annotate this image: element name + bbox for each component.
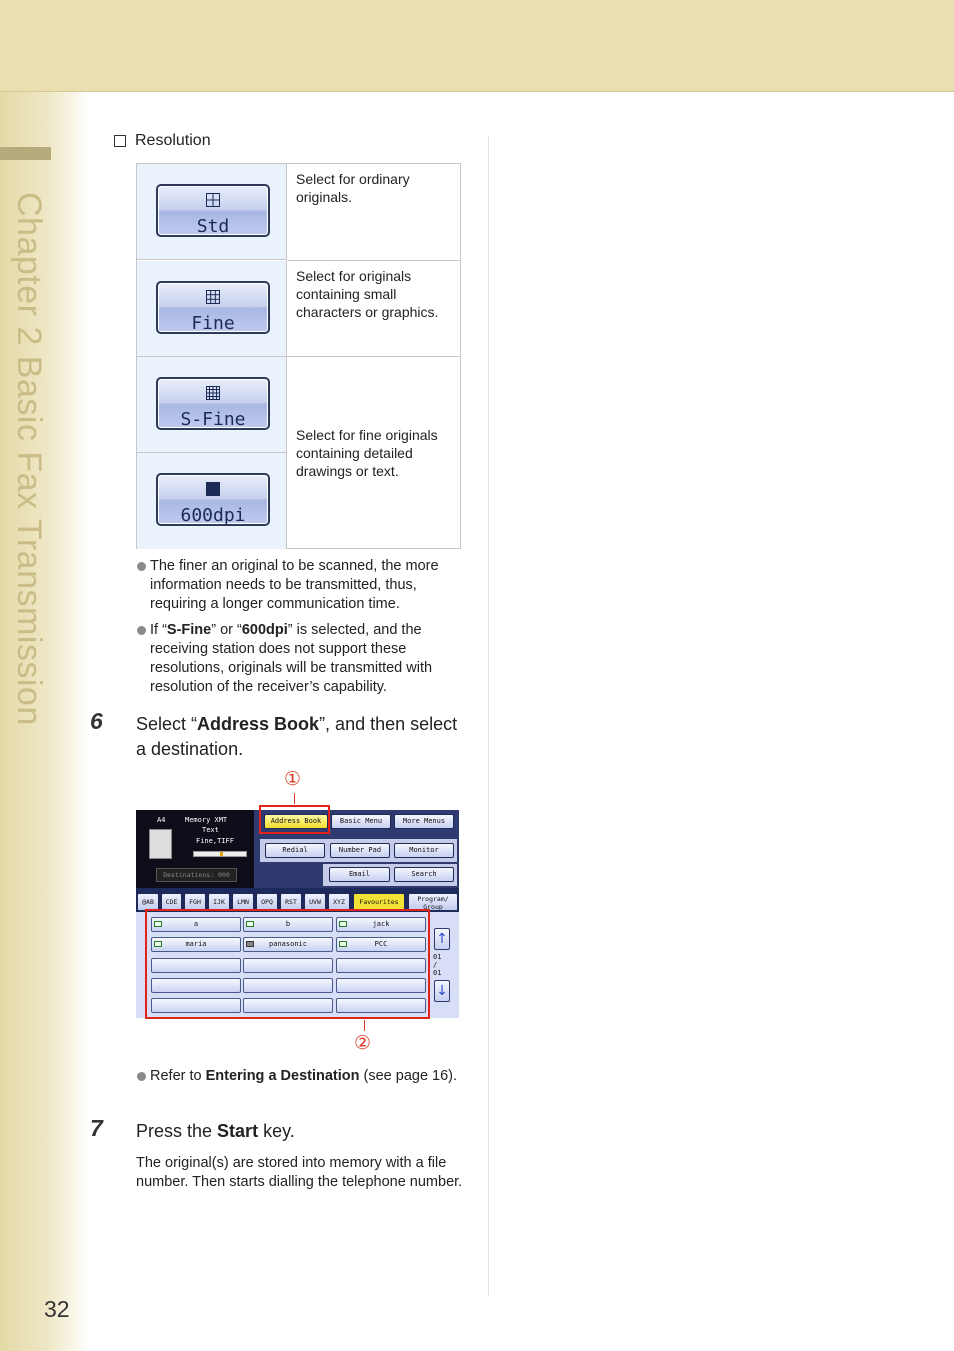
- tab-uvw[interactable]: UVW: [304, 893, 326, 911]
- chapter-tab-marker: [0, 147, 51, 160]
- callout-2-line: [364, 1020, 365, 1031]
- callout-1-line: [294, 793, 295, 804]
- resolution-notes: [136, 557, 466, 704]
- res-cell-sfine: [137, 357, 287, 453]
- std-description: Select for ordinary originals.: [287, 164, 461, 261]
- std-button[interactable]: [156, 184, 270, 237]
- superfine-grid-icon: [206, 386, 220, 400]
- header-band: [0, 0, 954, 92]
- callout-1: ①: [284, 768, 302, 790]
- number-pad-button[interactable]: Number Pad: [330, 843, 390, 858]
- std-label: Std: [196, 216, 230, 237]
- step-7-body: The original(s) are stored into memory with a file number. Then starts dialling the telephone number.: [136, 1155, 463, 1190]
- entry-b[interactable]: b: [243, 917, 333, 932]
- address-book-highlight: [259, 805, 330, 834]
- tab-rst[interactable]: RST: [280, 893, 302, 911]
- entry-maria[interactable]: maria: [151, 937, 241, 952]
- resolution-table: [136, 163, 461, 549]
- grid-icon: [206, 193, 220, 207]
- scroll-down-arrow-icon[interactable]: ↓: [434, 980, 450, 1002]
- tab-lmn[interactable]: LMN: [232, 893, 254, 911]
- tab-program-group[interactable]: Program/ Group: [408, 893, 458, 911]
- res-cell-600dpi: [137, 453, 287, 549]
- entering-destination-ref: Refer to Entering a Destination (see page 16).: [136, 1067, 466, 1086]
- destination-list-highlight: [145, 909, 430, 1019]
- address-book-button[interactable]: Address Book: [264, 814, 328, 829]
- res-cell-std: [137, 164, 287, 260]
- column-divider: [488, 136, 489, 1296]
- tab-opq[interactable]: OPQ: [256, 893, 278, 911]
- entry-jack[interactable]: jack: [336, 917, 426, 932]
- note-receiver-capability: If “S-Fine” or “600dpi” is selected, and the receiving station does not support these resolutions, originals will be transmitted with resolution of the receiver’s capability.: [136, 621, 466, 697]
- s-fine-label: S-Fine: [180, 409, 246, 430]
- tab-ab[interactable]: @AB: [137, 893, 159, 911]
- chapter-title: Chapter 2 Basic Fax Transmission: [10, 192, 48, 726]
- fine-grid-icon: [206, 290, 220, 304]
- 600dpi-button[interactable]: [156, 473, 270, 526]
- email-button[interactable]: Email: [329, 867, 390, 882]
- more-menus-button[interactable]: More Menus: [394, 814, 454, 829]
- section-heading-text: Resolution: [135, 132, 211, 149]
- density-bar: [193, 851, 247, 857]
- scroll-up-arrow-icon[interactable]: ↑: [434, 928, 450, 950]
- tab-cde[interactable]: CDE: [161, 893, 182, 911]
- basic-menu-button[interactable]: Basic Menu: [331, 814, 391, 829]
- step-7-number: 7: [90, 1115, 103, 1141]
- section-heading: [114, 132, 211, 150]
- status-area: A4 Memory XMT Text Fine,TIFF Destinations: 000: [136, 810, 254, 888]
- step-6-text: Select “Address Book”, and then select a destination.: [136, 714, 458, 759]
- step-6-number: 6: [90, 708, 103, 734]
- document-icon: [149, 829, 172, 859]
- 600dpi-label: 600dpi: [180, 505, 246, 526]
- res-cell-fine: [137, 261, 287, 357]
- page-number: 32: [44, 1296, 70, 1322]
- tab-fgh[interactable]: FGH: [184, 893, 206, 911]
- note-scan-time: The finer an original to be scanned, the more information needs to be transmitted, thus, requiring a longer communication time.: [136, 557, 466, 614]
- fine-originals-text: Select for fine originals containing detailed drawings or text.: [296, 427, 438, 479]
- s-fine-button[interactable]: [156, 377, 270, 430]
- page-indicator: 01 / 01: [433, 953, 442, 977]
- entry-panasonic[interactable]: panasonic: [243, 937, 333, 952]
- entry-pcc[interactable]: PCC: [336, 937, 426, 952]
- tab-xyz[interactable]: XYZ: [328, 893, 350, 911]
- monitor-button[interactable]: Monitor: [394, 843, 454, 858]
- redial-button[interactable]: Redial: [265, 843, 325, 858]
- tab-ijk[interactable]: IJK: [208, 893, 230, 911]
- tab-favourites[interactable]: Favourites: [353, 893, 405, 911]
- checkbox-icon: [114, 135, 126, 147]
- search-button[interactable]: Search: [394, 867, 454, 882]
- destinations-count: Destinations: 000: [156, 868, 237, 882]
- solid-square-icon: [206, 482, 220, 496]
- fine-label: Fine: [191, 313, 235, 334]
- step-7-text: Press the Start key.: [136, 1121, 295, 1141]
- fine-description: Select for originals containing small characters or graphics.: [287, 261, 461, 357]
- step-6-note: [136, 1067, 466, 1093]
- fine-originals-description: [287, 357, 461, 549]
- entry-a[interactable]: a: [151, 917, 241, 932]
- fine-button[interactable]: [156, 281, 270, 334]
- callout-2: ②: [354, 1032, 372, 1054]
